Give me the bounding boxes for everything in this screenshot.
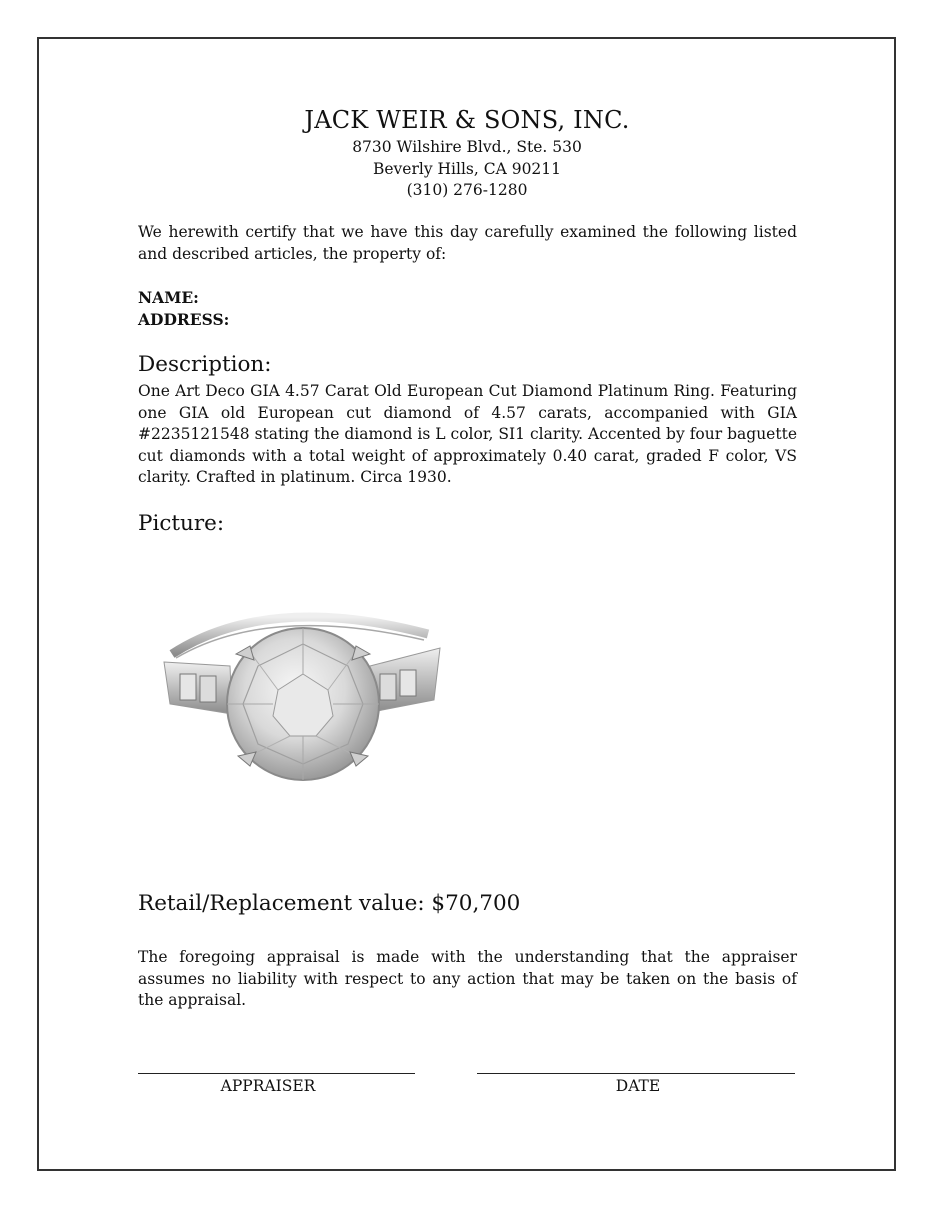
picture-title: Picture: (138, 511, 225, 536)
address-label: ADDRESS: (138, 309, 230, 329)
baguette-diamond (200, 676, 216, 702)
date-signature-line (477, 1073, 795, 1074)
ring-shoulder-left (164, 662, 232, 714)
appraiser-signature-line (138, 1073, 415, 1074)
certification-intro: We herewith certify that we have this day carefully examined the following listed and described articles, the property of: (138, 223, 797, 263)
description-title: Description: (138, 352, 272, 377)
appraiser-label: APPRAISER (220, 1077, 316, 1095)
description-text: One Art Deco GIA 4.57 Carat Old European Cut Diamond Platinum Ring. Featuring one GIA old European cut diamond of 4.57 carats, accompanied with GIA #2235121548 stating the diamond is L color, SI1 clarity. Accented by four baguette cut diamonds with a total weight of approximately 0.40 carat, graded F color, VS clarity. Crafted in platinum. Circa 1930. (138, 382, 797, 486)
baguette-diamond (380, 674, 396, 700)
prong (350, 752, 368, 766)
address-line-1: 8730 Wilshire Blvd., Ste. 530 (352, 138, 582, 156)
baguette-diamond (180, 674, 196, 700)
owner-fields (138, 287, 229, 330)
company-phone: (310) 276-1280 (406, 181, 528, 199)
date-label: DATE (615, 1077, 661, 1095)
address-line-2: Beverly Hills, CA 90211 (372, 159, 562, 178)
baguette-diamond (400, 670, 416, 696)
ring-image (158, 604, 450, 784)
name-label: NAME: (138, 288, 199, 307)
prong (238, 752, 256, 766)
company-address (0, 137, 934, 202)
retail-replacement-value: Retail/Replacement value: $70,700 (138, 891, 521, 916)
company-name: JACK WEIR & SONS, INC. (304, 106, 630, 134)
appraisal-disclaimer: The foregoing appraisal is made with the understanding that the appraiser assumes no liability with respect to any action that may be taken on the basis of the appraisal. (138, 948, 797, 1009)
